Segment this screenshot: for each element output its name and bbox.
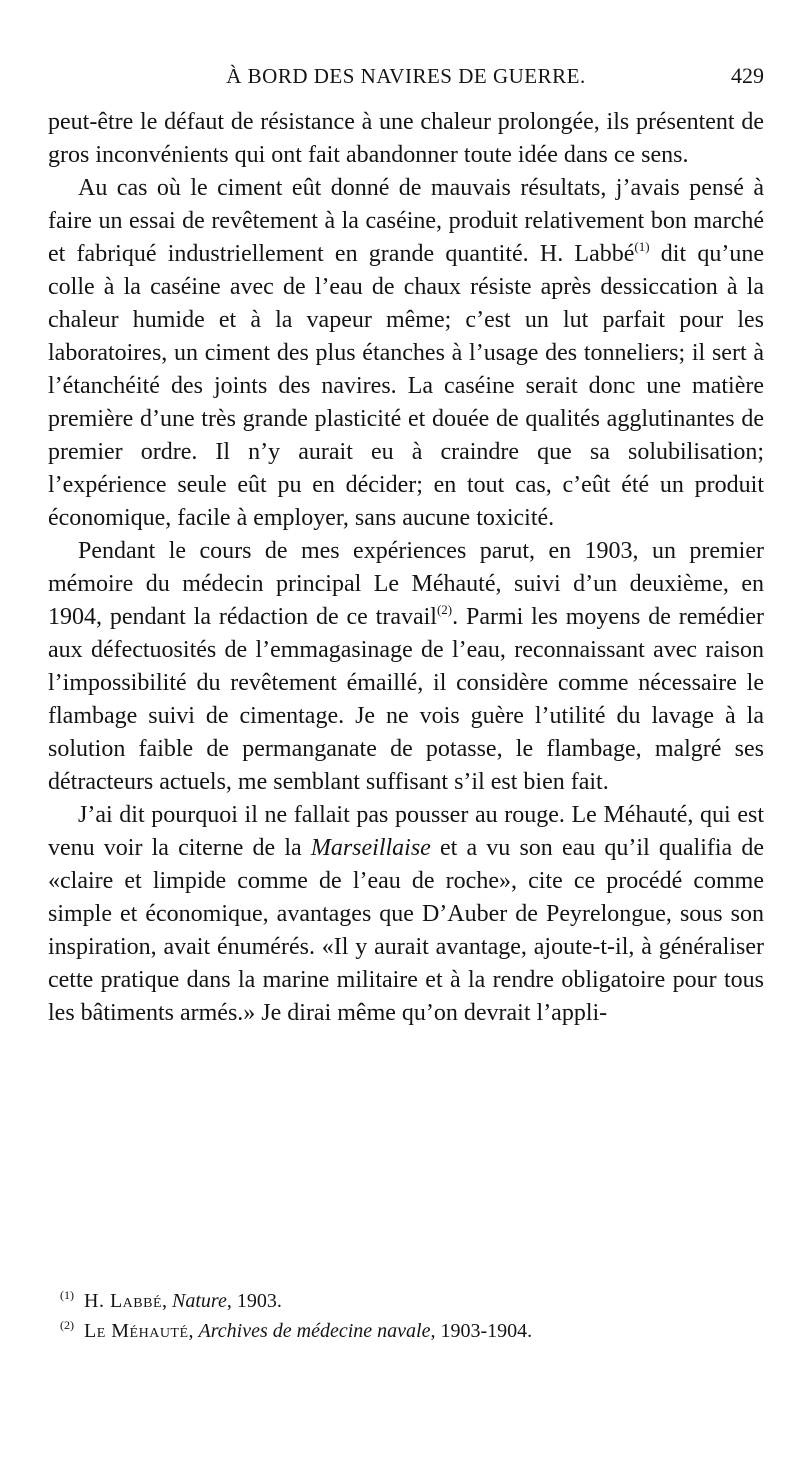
footnotes (60, 1286, 764, 1346)
paragraph-4 (48, 799, 764, 1030)
paragraph-3 (48, 535, 764, 799)
footnote-1-year: 1903. (236, 1290, 282, 1312)
ship-name: Marseillaise (310, 835, 431, 861)
footnote-ref-2: (2) (436, 602, 453, 617)
footnote-1-mark: (1) (60, 1288, 74, 1302)
running-header (48, 60, 764, 92)
footnote-ref-1: (1) (634, 239, 650, 254)
footnote-2-mark: (2) (60, 1318, 74, 1332)
paragraph-4-text-end: et a vu son eau qu’il qualifia de «claire et limpide comme de l’eau de roche», cite ce procédé comme simple et économique, avantages que D’Auber de Peyrelongue, sous son inspiration, avait énumérés. «Il y aurait avantage, ajoute-t-il, à généraliser cette pratique dans la marine militaire et à la rendre obligatoire pour tous les bâtiments armés.» Je dirai même qu’on devrait l’appli- (48, 835, 765, 1026)
footnote-1-source: Nature (172, 1290, 227, 1312)
footnote-2-source: Archives de médecine navale (198, 1320, 431, 1342)
footnote-2-year: 1903-1904. (440, 1320, 533, 1342)
paragraph-2 (48, 172, 764, 535)
paragraph-3-text-start: Pendant le cours de mes expériences parut, en 1903, un premier mémoire du médecin principal Le Méhauté, suivi d’un deuxième, en 1904, pendant la rédaction de ce travail (48, 538, 764, 630)
paragraph-2-text-end: dit qu’une colle à la caséine avec de l’eau de chaux résiste après dessiccation à la chaleur humide et à la vapeur même; c’est un lut parfait pour les laboratoires, un ciment des plus étanches à l’usage des tonneliers; il sert à l’étanchéité des joints des navires. La caséine serait donc une matière première d’une très grande plasticité et douée de qualités agglutinantes de premier ordre. Il n’y aurait eu à craindre que sa solubilisation; l’expérience seule eût pu en décider; en tout cas, c’eût été un produit économique, facile à employer, sans aucune toxicité. (48, 241, 764, 531)
footnote-1: $^{(1)}$ H. Labbé, Nature, 1903. (60, 1288, 282, 1312)
paragraph-4-text-start: J’ai dit pourquoi il ne fallait pas pousser au rouge. Le Méhauté, qui est venu voir la citerne de la (48, 802, 764, 861)
footnote-2-author: Le Méhauté (84, 1320, 189, 1342)
page-number: 429 (731, 63, 764, 88)
paragraph-2-text-start: Au cas où le ciment eût donné de mauvais résultats, j’avais pensé à faire un essai de revêtement à la caséine, produit relativement bon marché et fabriqué industriellement en grande quantité. H. Labbé (48, 175, 764, 267)
footnote-1-author: H. Labbé (84, 1290, 162, 1312)
paragraph-1 (48, 106, 764, 172)
body-text (48, 106, 764, 1030)
paragraph-1-text: peut-être le défaut de résistance à une chaleur prolongée, ils présentent de gros inconvénients qui ont fait abandonner toute idée dans ce sens. (48, 109, 764, 168)
running-title: À BORD DES NAVIRES DE GUERRE. (226, 64, 586, 88)
paragraph-3-text-end: . Parmi les moyens de remédier aux défectuosités de l’emmagasinage de l’eau, reconnaissant avec raison l’impossibilité du revêtement émaillé, il considère comme nécessaire le flambage suivi de cimentage. Je ne vois guère l’utilité du lavage à la solution faible de permanganate de potasse, le flambage, malgré ses détracteurs actuels, me semblant suffisant s’il est bien fait. (48, 604, 764, 795)
footnote-2: $^{(2)}$ Le Méhauté, Archives de médecine navale, 1903-1904. (60, 1318, 533, 1342)
